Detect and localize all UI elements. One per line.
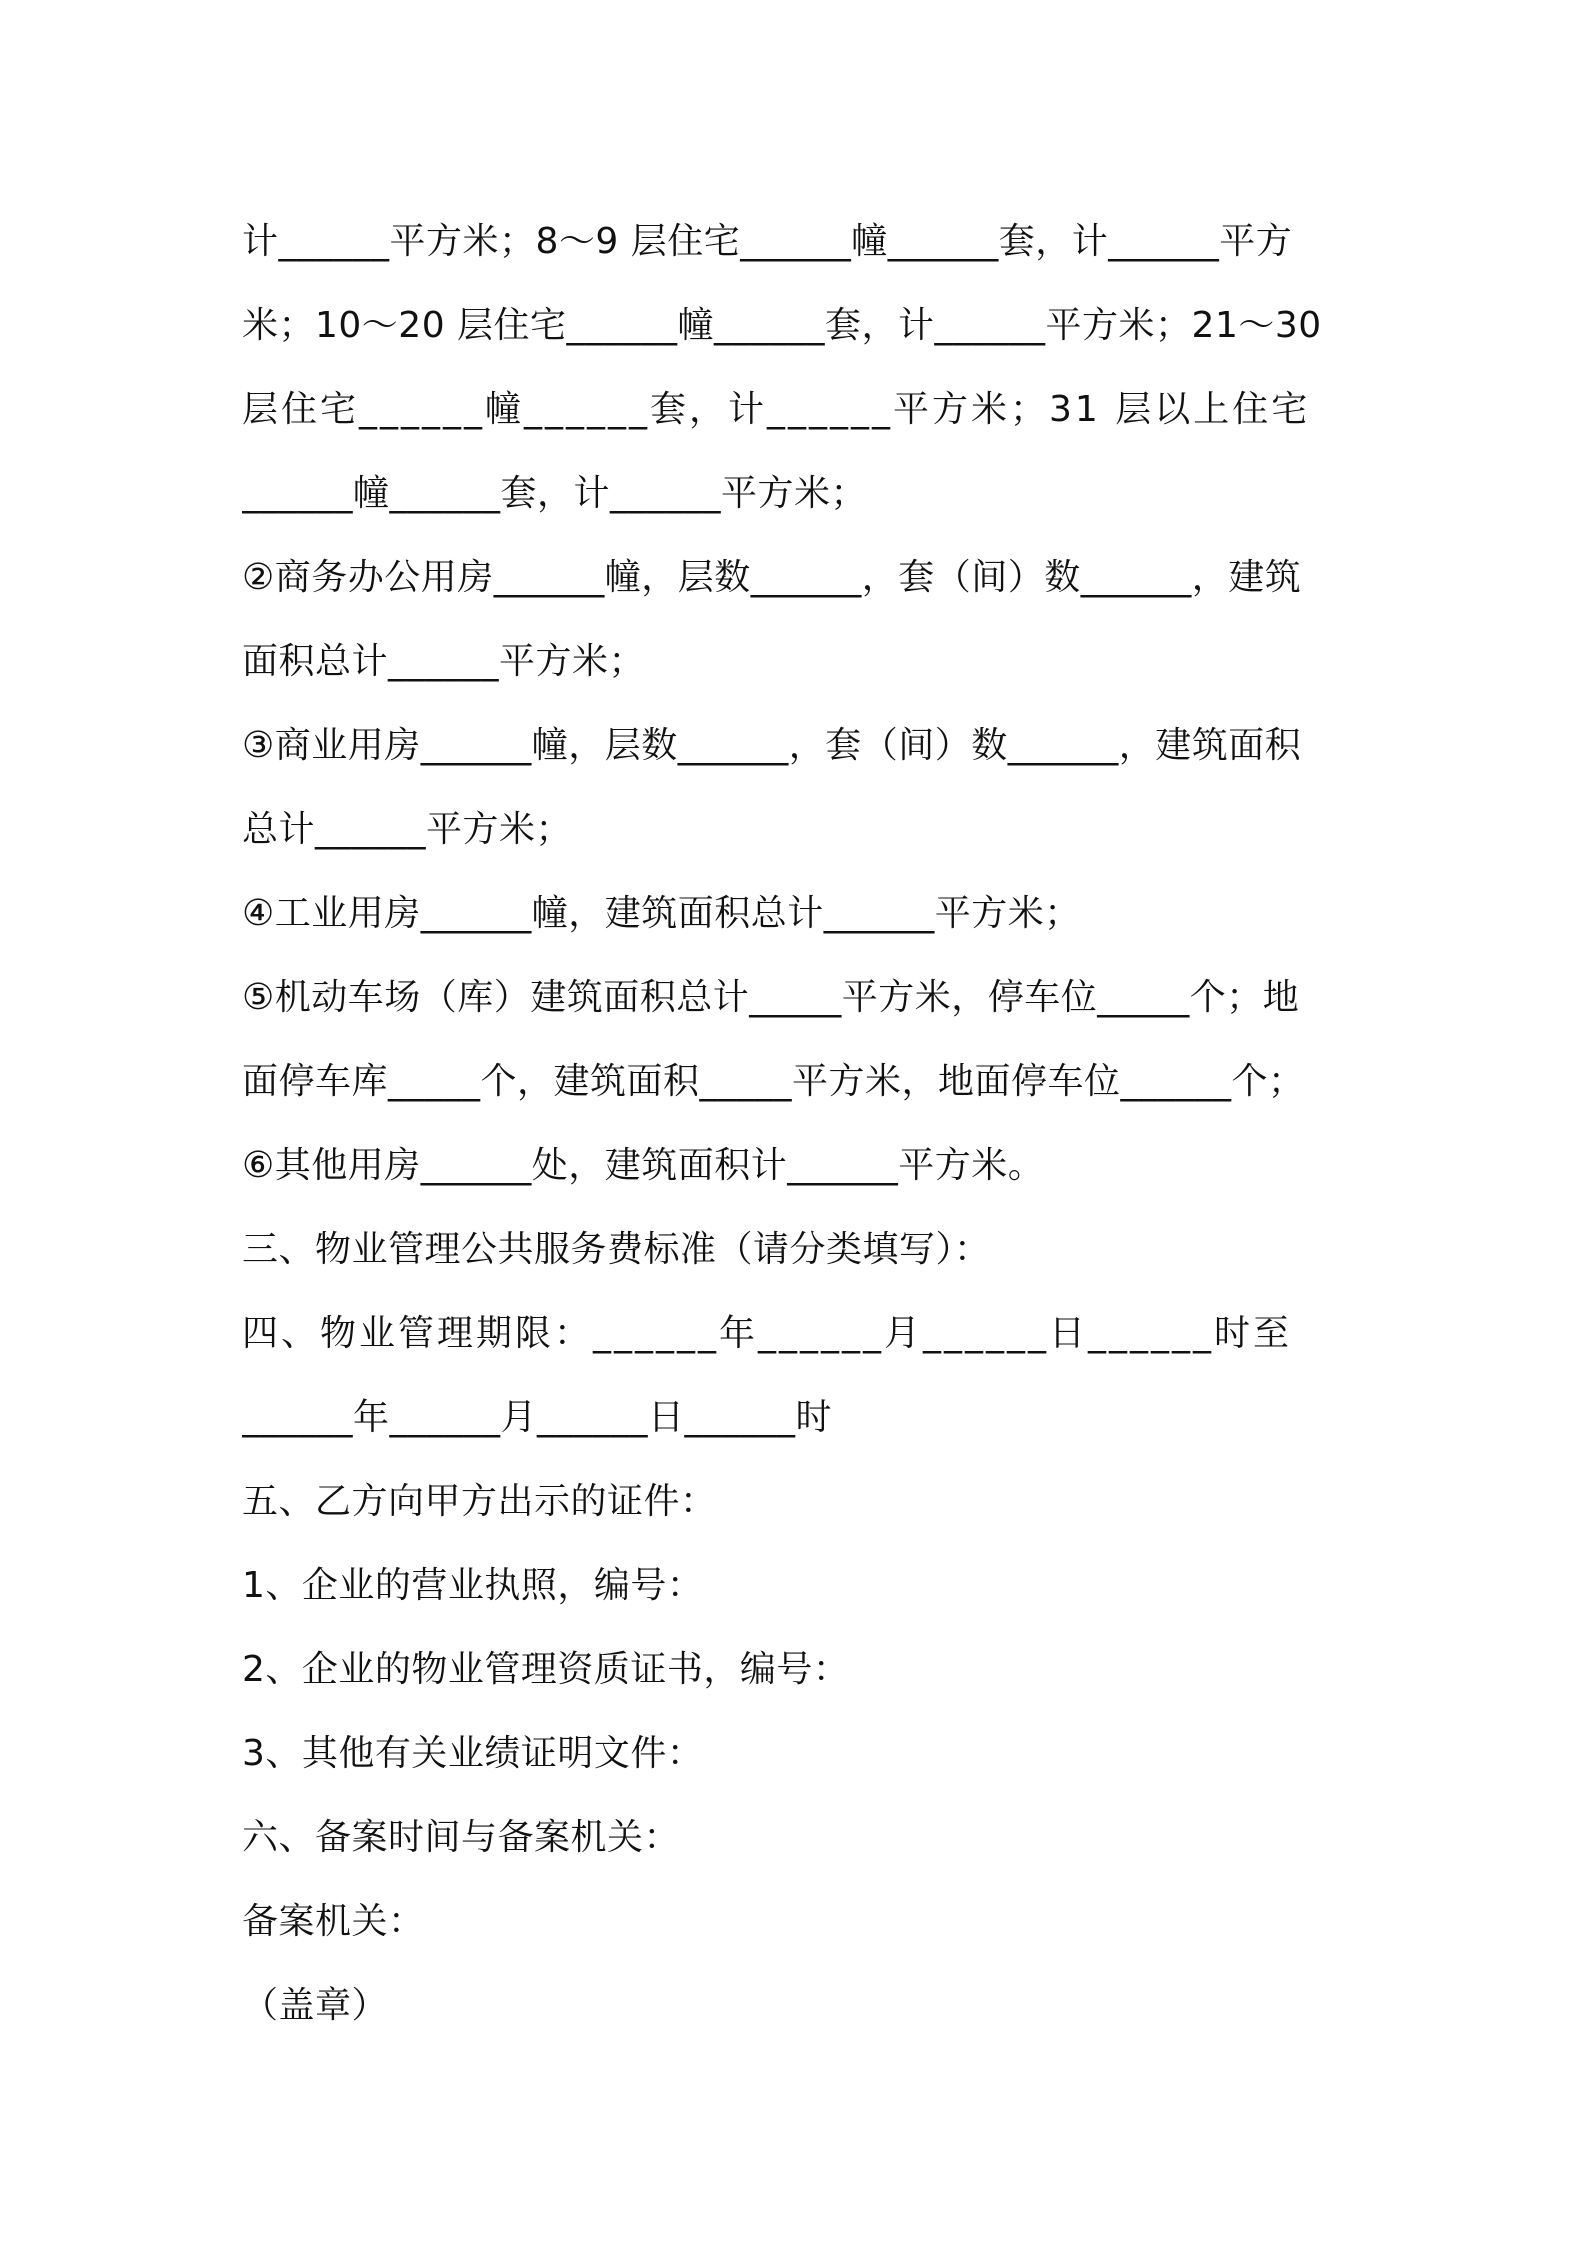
document-body <box>242 200 1354 2048</box>
text-line-industrial-housing: ④工业用房______幢，建筑面积总计______平方米； <box>242 893 1081 934</box>
section-heading-filing: 六、备案时间与备案机关： <box>242 1817 681 1858</box>
text-line-other-housing: ⑥其他用房______处，建筑面积计______平方米。 <box>242 1145 1045 1186</box>
section-heading-fee-standard: 三、物业管理公共服务费标准（请分类填写）： <box>242 1229 991 1270</box>
list-item-qualification-certificate: 2、企业的物业管理资质证书，编号： <box>242 1649 850 1690</box>
text-line-residential-31-plus: ______幢______套，计______平方米； <box>242 473 868 514</box>
section-heading-management-term: 四、物业管理期限：______年______月______日______时至 <box>242 1313 1293 1354</box>
text-line-seal: （盖章） <box>242 1985 389 2026</box>
text-line-office-area: 面积总计______平方米； <box>242 641 646 682</box>
text-line-residential-8-9: 计______平方米；8～9 层住宅______幢______套，计______平方 <box>242 221 1293 262</box>
text-line-residential-10-20: 米；10～20 层住宅______幢______套，计______平方米；21～30 <box>242 305 1322 346</box>
list-item-performance-documents: 3、其他有关业绩证明文件： <box>242 1733 704 1774</box>
text-line-office-housing: ②商务办公用房______幢，层数______，套（间）数______，建筑 <box>242 557 1302 598</box>
text-line-parking-garage: ⑤机动车场（库）建筑面积总计_____平方米，停车位_____个；地 <box>242 977 1300 1018</box>
text-line-filing-authority: 备案机关： <box>242 1901 425 1942</box>
list-item-business-license: 1、企业的营业执照，编号： <box>242 1565 704 1606</box>
text-line-residential-21-30: 层住宅______幢______套，计______平方米；31 层以上住宅 <box>242 389 1311 430</box>
section-heading-certificates: 五、乙方向甲方出示的证件： <box>242 1481 717 1522</box>
text-line-ground-parking: 面停车库_____个，建筑面积_____平方米，地面停车位______个； <box>242 1061 1305 1102</box>
text-line-term-end: ______年______月______日______时 <box>242 1397 832 1438</box>
text-line-commercial-housing: ③商业用房______幢，层数______，套（间）数______，建筑面积 <box>242 725 1302 766</box>
text-line-commercial-area: 总计______平方米； <box>242 809 573 850</box>
